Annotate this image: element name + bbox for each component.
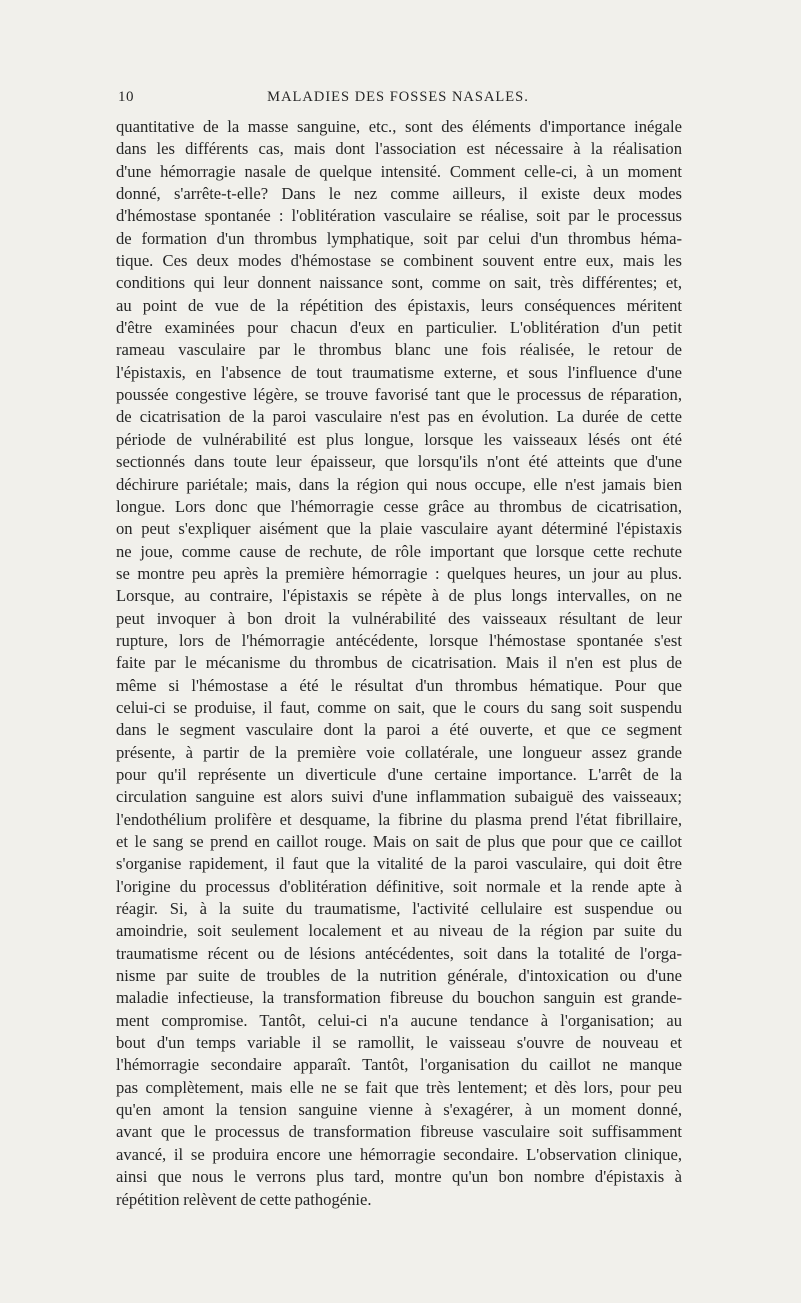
text-line: quantitative de la masse sanguine, etc., sont des éléments d'importance inégale (116, 117, 682, 136)
text-line: et le sang se prend en caillot rouge. Mais on sait de plus que pour que ce caillot (116, 832, 682, 851)
text-line: qu'en amont la tension sanguine vienne à s'exagérer, à un moment donné, (116, 1100, 682, 1120)
text-line: d'une hémorragie nasale de quelque intensité. Comment celle-ci, à un moment (116, 161, 682, 181)
text-line: celui-ci se produise, il faut, comme on sait, que le cours du sang soit suspendu (116, 697, 682, 717)
running-head: MALADIES DES FOSSES NASALES. (267, 89, 529, 105)
text-line: rupture, lors de l'hémorragie antécédente, lorsque l'hémostase spontanée s'est (116, 630, 682, 650)
text-line: dans le segment vasculaire dont la paroi a été ouverte, et que ce segment (116, 720, 682, 740)
text-line: Lorsque, au contraire, l'épistaxis se répète à de plus longs intervalles, on ne (116, 586, 682, 606)
text-line: s'organise rapidement, il faut que la vitalité de la paroi vasculaire, qui doit être (116, 854, 682, 874)
text-line: l'hémorragie secondaire apparaît. Tantôt, l'organisation du caillot ne manque (116, 1055, 682, 1075)
text-line: maladie infectieuse, la transformation fibreuse du bouchon sanguin est grande- (116, 988, 682, 1008)
page-number: 10 (118, 89, 134, 105)
text-line: faite par le mécanisme du thrombus de cicatrisation. Mais il n'en est plus de (116, 653, 682, 673)
text-line: l'endothélium prolifère et desquame, la fibrine du plasma prend l'état fibrillaire, (116, 809, 682, 829)
text-line: nisme par suite de troubles de la nutrition générale, d'intoxication ou d'une (116, 966, 682, 986)
text-line: au point de vue de la répétition des épistaxis, leurs conséquences méritent (116, 295, 682, 315)
text-line: pas complètement, mais elle ne se fait que très lentement; et dès lors, pour peu (116, 1077, 682, 1097)
text-line: déchirure pariétale; mais, dans la région qui nous occupe, elle n'est jamais bien (116, 474, 682, 494)
text-line: traumatisme récent ou de lésions antécédentes, soit dans la totalité de l'orga- (116, 943, 682, 963)
text-line-final: répétition relèvent de cette pathogénie. (116, 1189, 372, 1209)
body-text (116, 116, 682, 1211)
page-header (118, 89, 678, 109)
text-line: peut invoquer à bon droit la vulnérabilité des vaisseaux résultant de leur (116, 608, 682, 628)
text-line: l'origine du processus d'oblitération définitive, soit normale et la rende apte à (116, 876, 682, 896)
text-line: d'être examinées pour chacun d'eux en particulier. L'oblitération d'un petit (116, 318, 682, 338)
text-line: dans les différents cas, mais dont l'association est nécessaire à la réalisation (116, 139, 682, 159)
text-line: avancé, il se produira encore une hémorragie secondaire. L'observation clinique, (116, 1144, 682, 1164)
text-line: tique. Ces deux modes d'hémostase se combinent souvent entre eux, mais les (116, 251, 682, 271)
text-line: circulation sanguine est alors suivi d'une inflammation subaiguë des vaisseaux; (116, 787, 682, 807)
text-line: donné, s'arrête-t-elle? Dans le nez comme ailleurs, il existe deux modes (116, 184, 682, 204)
text-line: on peut s'expliquer aisément que la plaie vasculaire ayant déterminé l'épistaxis (116, 519, 682, 539)
text-line: pour qu'il représente un diverticule d'une certaine importance. L'arrêt de la (116, 764, 682, 784)
text-line: de cicatrisation de la paroi vasculaire n'est pas en évolution. La durée de cette (116, 407, 682, 427)
text-line: ne joue, comme cause de rechute, de rôle important que lorsque cette rechute (116, 541, 682, 561)
text-line: conditions qui leur donnent naissance sont, comme on sait, très différentes; et, (116, 273, 682, 293)
text-line: longue. Lors donc que l'hémorragie cesse grâce au thrombus de cicatrisation, (116, 496, 682, 516)
text-line: de formation d'un thrombus lymphatique, soit par celui d'un thrombus héma- (116, 228, 682, 248)
text-line: réagir. Si, à la suite du traumatisme, l'activité cellulaire est suspendue ou (116, 899, 682, 919)
text-line: ment compromise. Tantôt, celui-ci n'a aucune tendance à l'organisation; au (116, 1010, 682, 1030)
text-line: présente, à partir de la première voie collatérale, une longueur assez grande (116, 742, 682, 762)
text-line: l'épistaxis, en l'absence de tout traumatisme externe, et sous l'influence d'une (116, 362, 682, 382)
text-line: bout d'un temps variable il se ramollit, le vaisseau s'ouvre de nouveau et (116, 1033, 682, 1053)
text-line: avant que le processus de transformation fibreuse vasculaire soit suffisamment (116, 1122, 682, 1142)
text-line: rameau vasculaire par le thrombus blanc une fois réalisée, le retour de (116, 340, 682, 360)
text-line: se montre peu après la première hémorragie : quelques heures, un jour au plus. (116, 563, 682, 583)
text-line: amoindrie, soit seulement localement et au niveau de la région par suite du (116, 921, 682, 941)
text-line: période de vulnérabilité est plus longue, lorsque les vaisseaux lésés ont été (116, 429, 682, 449)
text-line: poussée congestive légère, se trouve favorisé tant que le processus de réparation, (116, 385, 682, 405)
text-line: même si l'hémostase a été le résultat d'un thrombus hématique. Pour que (116, 675, 682, 695)
text-line: sectionnés dans toute leur épaisseur, que lorsqu'ils n'ont été atteints que d'une (116, 452, 682, 472)
text-line: ainsi que nous le verrons plus tard, montre qu'un bon nombre d'épistaxis à (116, 1167, 682, 1187)
text-line: d'hémostase spontanée : l'oblitération vasculaire se réalise, soit par le processus (116, 206, 682, 226)
